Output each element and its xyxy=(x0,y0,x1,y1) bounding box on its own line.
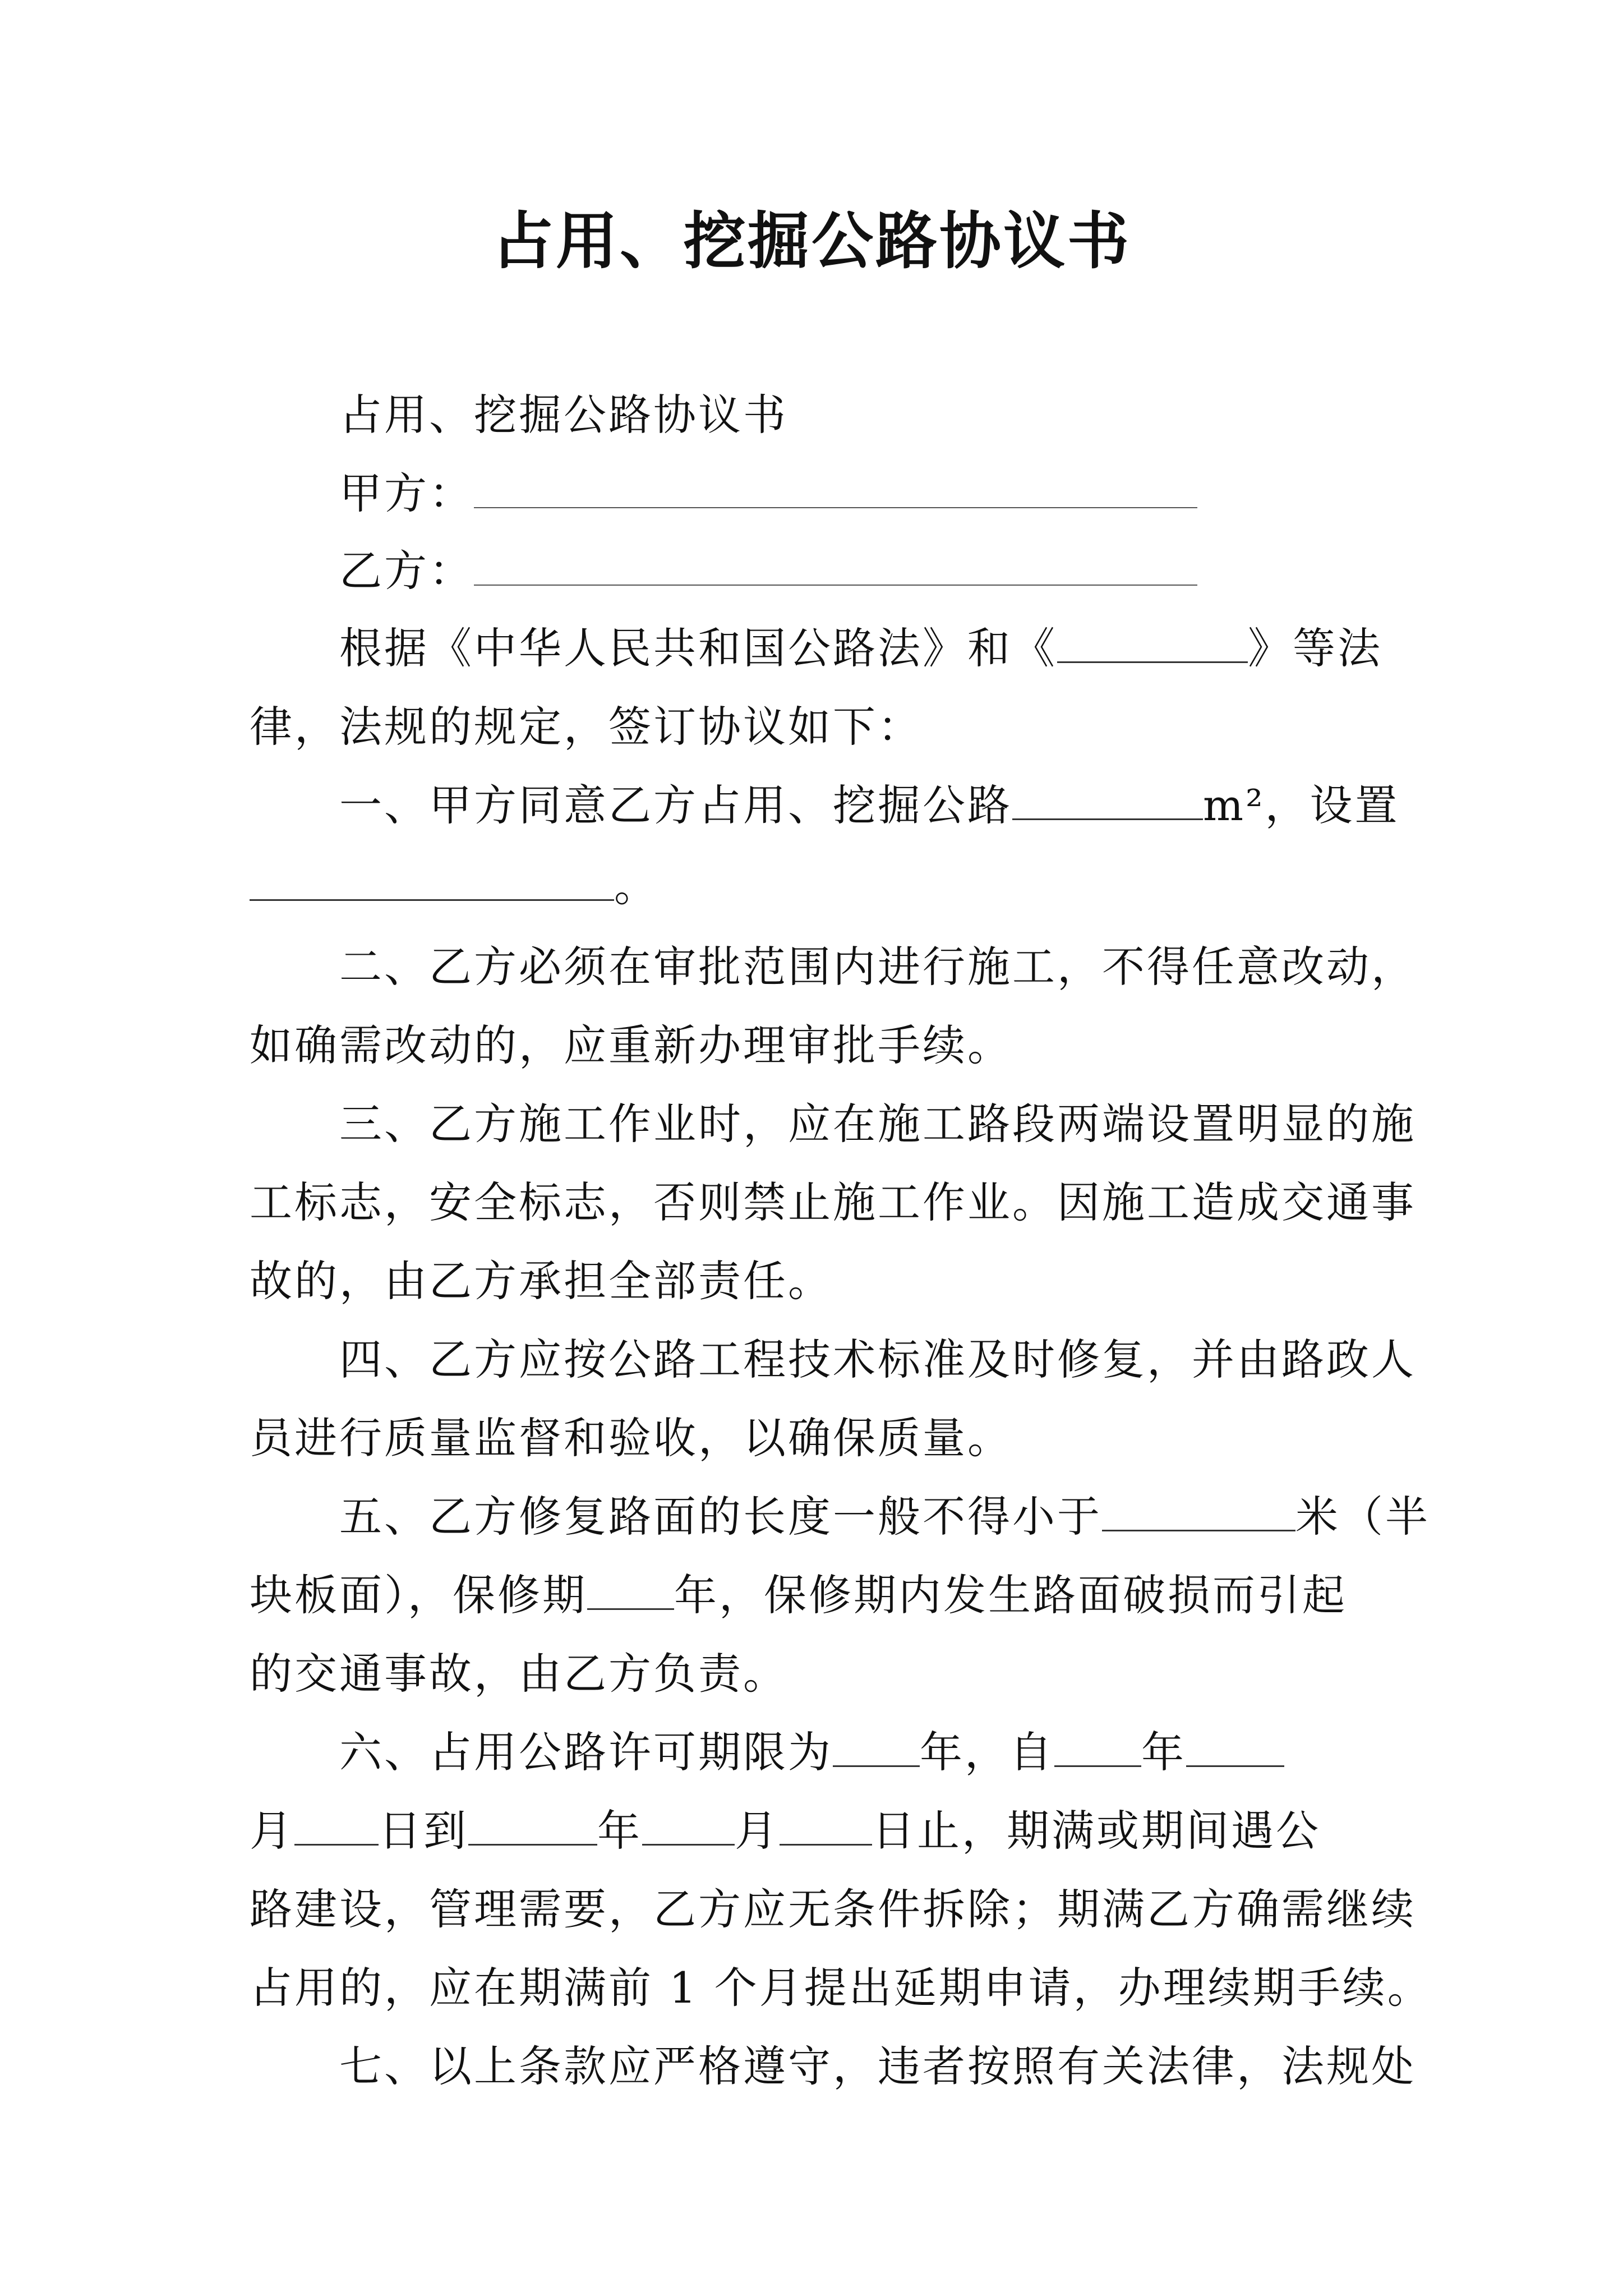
clause-6-line: 占用的，应在期满前 1 个月提出延期申请，办理续期手续。 xyxy=(250,1963,1432,2013)
clause-3-line: 故的，由乙方承担全部责任。 xyxy=(250,1256,833,1306)
text-segment: 米（半 xyxy=(1295,1492,1430,1542)
text-segment: 根据《中华人民共和国公路法》和《 xyxy=(339,623,1057,673)
text-segment: 》等法 xyxy=(1248,623,1382,673)
setup-blank xyxy=(250,860,614,901)
clause-1-line xyxy=(250,858,1388,914)
party-a-label: 甲方： xyxy=(339,468,474,518)
clause-4-line: 员进行质量监督和验收，以确保质量。 xyxy=(250,1413,1012,1463)
start-month-blank xyxy=(1186,1726,1284,1767)
paragraph-line xyxy=(339,620,1388,677)
text-segment: 日止，期满或期间遇公 xyxy=(872,1806,1321,1856)
party-b-line xyxy=(339,543,1388,599)
paragraph-line: 律，法规的规定，签订协议如下： xyxy=(250,702,923,752)
clause-5-line xyxy=(250,1567,1388,1623)
clause-1-line xyxy=(339,777,1400,834)
text-segment: 日到 xyxy=(379,1806,468,1856)
text-segment: 月 xyxy=(735,1806,780,1856)
text-segment: 块板面），保修期 xyxy=(250,1570,587,1620)
party-a-line xyxy=(339,466,1388,522)
clause-6-line: 路建设，管理需要，乙方应无条件拆除；期满乙方确需继续 xyxy=(250,1884,1416,1934)
clause-4-line: 四、乙方应按公路工程技术标准及时修复，并由路政人 xyxy=(339,1335,1416,1384)
end-year-blank xyxy=(468,1805,597,1846)
subtitle-line: 占用、挖掘公路协议书 xyxy=(339,390,788,440)
text-segment: 月 xyxy=(250,1806,294,1856)
warranty-years-blank xyxy=(587,1569,674,1610)
length-blank xyxy=(1102,1490,1295,1531)
party-a-blank xyxy=(474,468,1197,508)
end-day-blank xyxy=(780,1805,872,1846)
clause-7-line: 七、以上条款应严格遵守，违者按照有关法律，法规处 xyxy=(339,2041,1416,2091)
clause-2-line: 如确需改动的，应重新办理审批手续。 xyxy=(250,1020,1012,1070)
text-segment: m²，设置 xyxy=(1203,780,1400,830)
clause-6-line xyxy=(250,1803,1388,1859)
party-b-blank xyxy=(474,545,1197,586)
text-segment: 年 xyxy=(597,1806,642,1856)
clause-3-line: 三、乙方施工作业时，应在施工路段两端设置明显的施 xyxy=(339,1099,1416,1149)
clause-6-line xyxy=(339,1724,1388,1780)
clause-2-line: 二、乙方必须在审批范围内进行施工，不得任意改动， xyxy=(339,942,1416,992)
start-day-blank xyxy=(294,1805,379,1846)
clause-5-line: 的交通事故，由乙方负责。 xyxy=(250,1649,788,1699)
law-name-blank xyxy=(1057,622,1248,663)
area-blank xyxy=(1012,779,1203,820)
text-segment: 年 xyxy=(1141,1727,1186,1777)
start-year-blank xyxy=(1054,1726,1141,1767)
party-b-label: 乙方： xyxy=(339,546,474,596)
clause-3-line: 工标志，安全标志，否则禁止施工作业。因施工造成交通事 xyxy=(250,1177,1416,1227)
text-segment: 年，自 xyxy=(920,1727,1054,1777)
text-segment: 年，保修期内发生路面破损而引起 xyxy=(674,1570,1347,1620)
end-month-blank xyxy=(642,1805,735,1846)
text-segment: 。 xyxy=(614,861,659,911)
permit-years-blank xyxy=(833,1726,920,1767)
text-segment: 五、乙方修复路面的长度一般不得小于 xyxy=(339,1492,1102,1542)
clause-5-line xyxy=(339,1489,1430,1545)
text-segment: 六、占用公路许可期限为 xyxy=(339,1727,833,1777)
document-title: 占用、挖掘公路协议书 xyxy=(492,205,1131,277)
text-segment: 一、甲方同意乙方占用、挖掘公路 xyxy=(339,780,1012,830)
